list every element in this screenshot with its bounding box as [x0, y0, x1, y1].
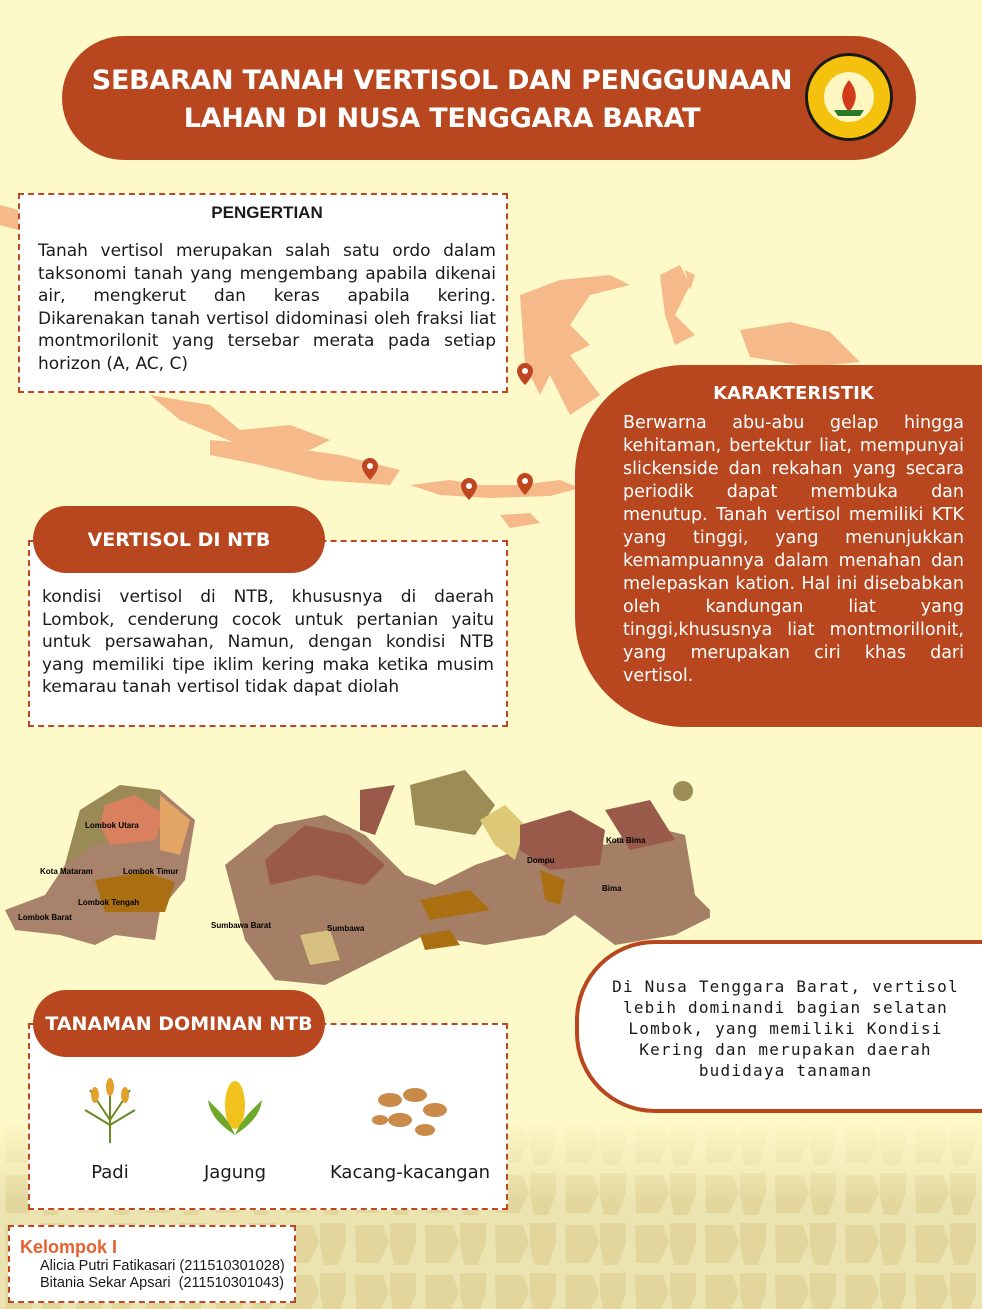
- plant-padi: [70, 1075, 150, 1183]
- member-name: Alicia Putri Fatikasari (211510301028): [40, 1258, 285, 1274]
- svg-text:Sumbawa: Sumbawa: [327, 924, 365, 933]
- pengertian-text: Tanah vertisol merupakan salah satu ordo dalam taksonomi tanah yang mengembang apabila dikenai air, mengkerut dan keras apabila kering. Dikarenakan tanah vertisol didominasi oleh fraksi liat montmorilonit yang tersebar merata pada setiap horizon (A, AC, C): [38, 241, 496, 374]
- plant-jagung: [190, 1075, 280, 1183]
- vertisol-note: Di Nusa Tenggara Barat, vertisol lebih dominandi bagian selatan Lombok, yang memiliki Kondisi Kering dan merupakan daerah budidaya tanaman: [575, 940, 982, 1113]
- svg-text:Bima: Bima: [602, 884, 622, 893]
- kelompok-title: Kelompok I: [20, 1237, 118, 1257]
- pengertian-box: [18, 193, 508, 393]
- map-pin-icon: [515, 362, 535, 392]
- karakteristik-panel: [575, 365, 982, 727]
- pengertian-title: PENGERTIAN: [211, 203, 323, 222]
- map-pin-icon: [459, 477, 479, 507]
- plant-label: Kacang-kacangan: [329, 1162, 491, 1183]
- svg-text:Lombok Timur: Lombok Timur: [123, 867, 179, 876]
- plant-label: Padi: [91, 1162, 129, 1183]
- title-line-1: SEBARAN TANAH VERTISOL DAN PENGGUNAAN: [91, 65, 793, 96]
- peanut-icon: [365, 1075, 455, 1145]
- svg-text:Kota Bima: Kota Bima: [606, 836, 646, 845]
- rice-icon: [75, 1075, 145, 1145]
- karakteristik-text: Berwarna abu-abu gelap hingga kehitaman, bertektur liat, mempunyai slickenside dan rekahan yang secara periodik dapat membuka dan menutup. Tanah vertisol memiliki KTK yang tinggi, yang menunjukkan kemampuannya dalam menahan dan melepaskan kation. Hal ini disebabkan oleh kandungan liat yang tinggi,khususnya liat montmorillonit, yang merupakan ciri khas dari vertisol.: [623, 413, 964, 686]
- svg-text:Sumbawa Barat: Sumbawa Barat: [211, 921, 272, 930]
- plant-label: Jagung: [203, 1162, 266, 1183]
- kelompok-box: [8, 1225, 296, 1303]
- tanaman-title: TANAMAN DOMINAN NTB: [33, 990, 325, 1057]
- university-logo: [804, 52, 894, 142]
- member-name: Bitania Sekar Apsari (211510301043): [40, 1275, 284, 1291]
- plant-kacang: [320, 1075, 500, 1183]
- svg-text:Lombok Barat: Lombok Barat: [18, 913, 72, 922]
- svg-text:Dompu: Dompu: [527, 856, 555, 865]
- header-banner: [62, 36, 916, 160]
- svg-text:Kota Mataram: Kota Mataram: [40, 867, 93, 876]
- title-line-2: LAHAN DI NUSA TENGGARA BARAT: [183, 103, 701, 134]
- vertisol-ntb-text: kondisi vertisol di NTB, khususnya di daerah Lombok, cenderung cocok untuk pertanian yaitu untuk persawahan, Namun, dengan kondisi NTB yang memiliki tipe iklim kering maka ketika musim kemarau tanah vertisol tidak dapat diolah: [42, 587, 494, 697]
- map-pin-icon: [360, 457, 380, 487]
- svg-text:Lombok Tengah: Lombok Tengah: [78, 898, 140, 907]
- karakteristik-title: KARAKTERISTIK: [713, 383, 874, 404]
- map-pin-icon: [515, 472, 535, 502]
- ntb-soil-map: [0, 770, 710, 985]
- page-title: [62, 62, 822, 138]
- svg-text:Lombok Utara: Lombok Utara: [85, 821, 139, 830]
- vertisol-ntb-title: VERTISOL DI NTB: [33, 506, 325, 573]
- corn-icon: [200, 1075, 270, 1145]
